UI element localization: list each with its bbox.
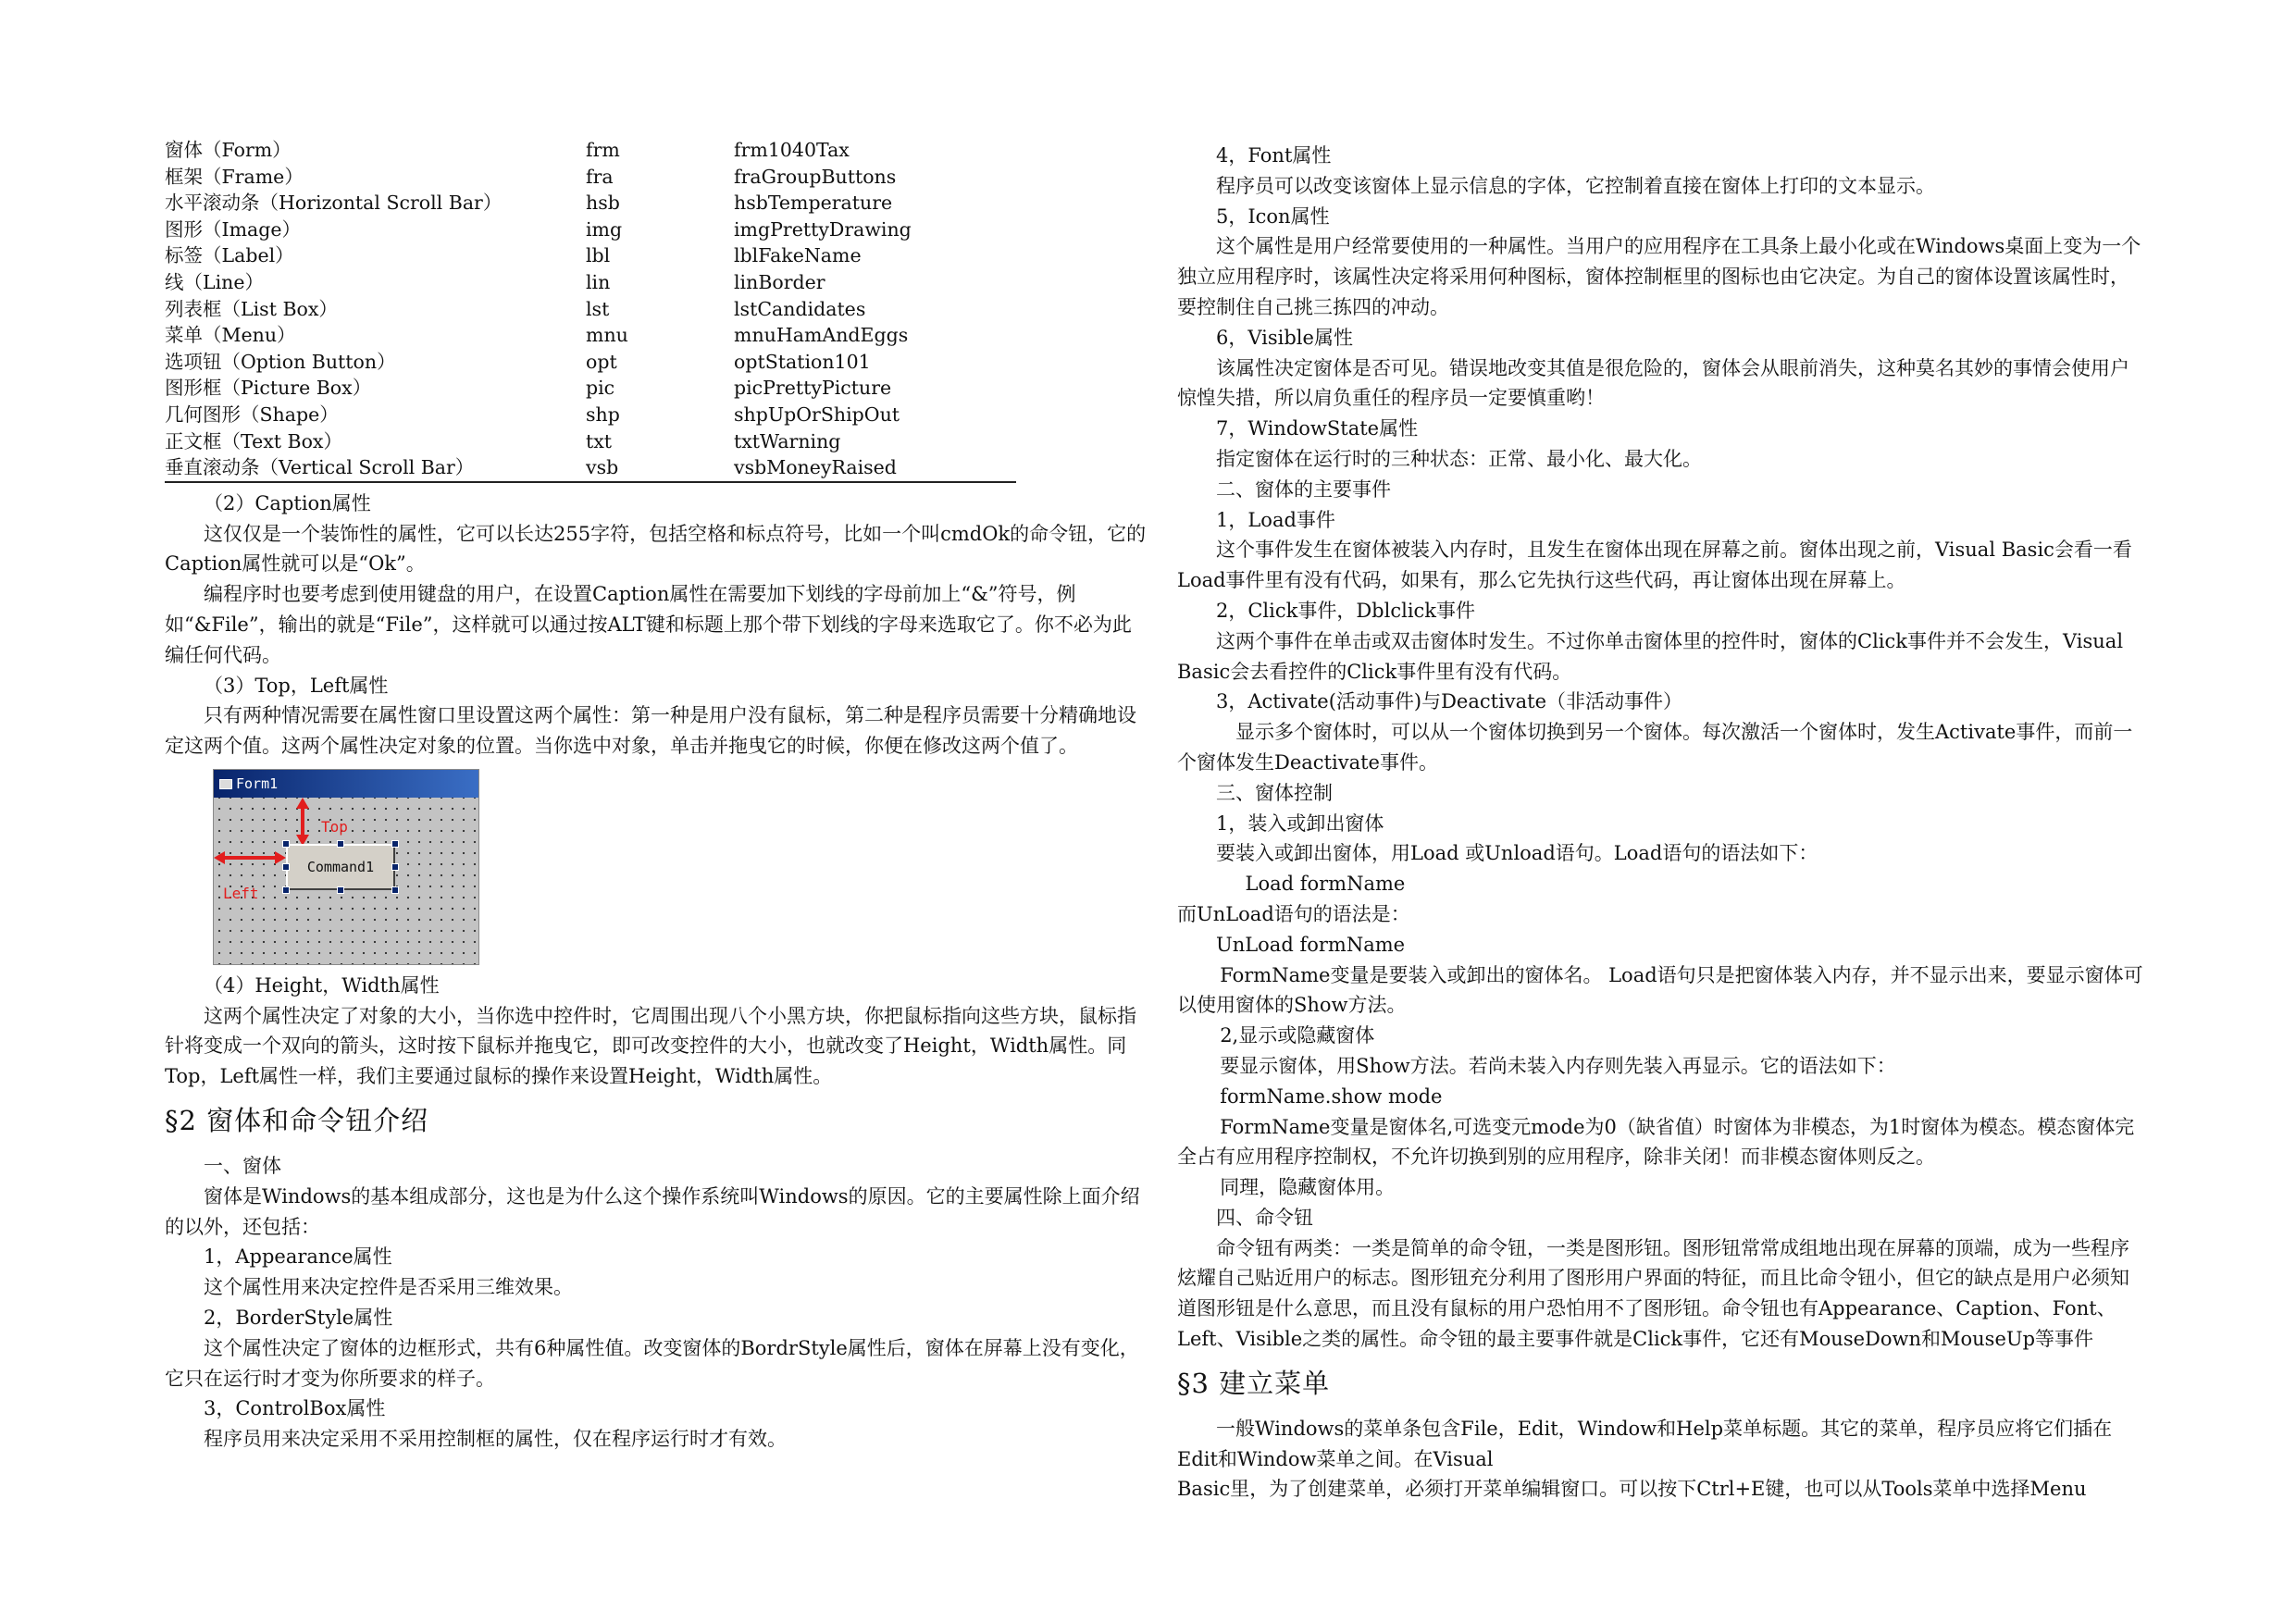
command-button: Command1 — [286, 844, 395, 890]
activate-heading: 3，Activate(活动事件)与Deactivate（非活动事件） — [1216, 690, 1683, 713]
resize-handle — [337, 886, 344, 894]
example-cell: lblFakeName — [734, 244, 862, 267]
example-cell: linBorder — [734, 270, 825, 293]
table-row — [165, 164, 1016, 191]
visible-heading: 6，Visible属性 — [1216, 326, 1353, 349]
font-paragraph: 程序员可以改变该窗体上显示信息的字体，它控制着直接在窗体上打印的文本显示。 — [1216, 174, 1935, 197]
table-row — [165, 402, 1016, 428]
prefix-cell: pic — [586, 377, 615, 400]
control-name-cell: 选项钮（Option Button） — [165, 350, 396, 373]
command-button-heading: 四、命令钮 — [1216, 1206, 1313, 1229]
control-name-cell: 框架（Frame） — [165, 165, 304, 188]
top-left-heading: （3）Top，Left属性 — [204, 674, 389, 697]
example-cell: shpUpOrShipOut — [734, 403, 900, 426]
table-row — [165, 296, 1016, 323]
mode-paragraph: FormName变量是窗体名,可选变元mode为0（缺省值）时窗体为非模态，为1时窗体为模态。模态窗体完全占有应用程序控制权，不允许切换到别的应用程序，除非关闭！而非模态窗体则反之。 — [1177, 1115, 2135, 1169]
control-name-cell: 窗体（Form） — [165, 139, 292, 161]
table-row — [165, 242, 1016, 269]
height-width-heading: （4）Height，Width属性 — [204, 973, 440, 997]
controlbox-paragraph: 程序员用来决定采用不采用控制框的属性，仅在程序运行时才有效。 — [204, 1428, 787, 1451]
section-3-heading: §3 建立菜单 — [1177, 1367, 1331, 1399]
menu-paragraph-2: Basic里，为了创建菜单，必须打开菜单编辑窗口。可以按下Ctrl+E键，也可以从Tools菜单中选择Menu — [1177, 1478, 2087, 1501]
hide-paragraph: 同理，隐藏窗体用。 — [1220, 1176, 1396, 1199]
load-unload-heading: 1，装入或卸出窗体 — [1216, 812, 1384, 835]
visible-paragraph: 该属性决定窗体是否可见。错误地改变其值是很危险的，窗体会从眼前消失，这种莫名其妙的事情会使用户惊惶失措，所以肩负重任的程序员一定要慎重哟！ — [1177, 356, 2129, 410]
caption-heading: （2）Caption属性 — [204, 491, 371, 514]
font-heading: 4，Font属性 — [1216, 144, 1332, 167]
example-cell: imgPrettyDrawing — [734, 217, 912, 241]
table-row — [165, 269, 1016, 296]
load-event-heading: 1，Load事件 — [1216, 508, 1335, 531]
example-cell: picPrettyPicture — [734, 377, 892, 400]
example-cell: fraGroupButtons — [734, 165, 897, 188]
prefix-table — [165, 137, 1016, 483]
table-row — [165, 375, 1016, 402]
activate-paragraph: 显示多个窗体时，可以从一个窗体切换到另一个窗体。每次激活一个窗体时，发生Activate事件，而前一个窗体发生Deactivate事件。 — [1177, 721, 2133, 774]
table-row — [165, 217, 1016, 243]
example-cell: frm1040Tax — [734, 139, 850, 161]
left-label: Left — [223, 884, 259, 902]
resize-handle — [391, 863, 399, 871]
formname-paragraph: FormName变量是要装入或卸出的窗体名。 Load语句只是把窗体装入内存，并不显示出来，要显示窗体可以使用窗体的Show方法。 — [1177, 963, 2143, 1017]
prefix-cell: lin — [586, 270, 611, 293]
unload-syntax: UnLoad formName — [1216, 933, 1406, 956]
prefix-cell: img — [586, 217, 623, 241]
top-left-paragraph: 只有两种情况需要在属性窗口里设置这两个属性：第一种是用户没有鼠标，第二种是程序员需要十分精确地设定这两个值。这两个属性决定对象的位置。当你选中对象，单击并拖曳它的时候，你便在修改这两个值了。 — [165, 704, 1136, 758]
click-event-paragraph: 这两个事件在单击或双击窗体时发生。不过你单击窗体里的控件时，窗体的Click事件并不会发生，Visual Basic会去看控件的Click事件里有没有代码。 — [1177, 629, 2124, 683]
show-hide-heading: 2,显示或隐藏窗体 — [1220, 1024, 1375, 1047]
example-cell: lstCandidates — [734, 297, 866, 320]
control-name-cell: 菜单（Menu） — [165, 324, 296, 347]
icon-heading: 5，Icon属性 — [1216, 204, 1330, 228]
prefix-cell: opt — [586, 350, 617, 373]
table-row — [165, 454, 1016, 482]
table-row — [165, 322, 1016, 349]
form-title: Form1 — [236, 774, 279, 792]
prefix-cell: lbl — [586, 244, 611, 267]
load-syntax: Load formName — [1245, 873, 1406, 896]
load-unload-paragraph: 要装入或卸出窗体，用Load 或Unload语句。Load语句的语法如下： — [1216, 842, 1818, 865]
prefix-cell: lst — [586, 297, 610, 320]
example-cell: mnuHamAndEggs — [734, 324, 909, 347]
events-heading: 二、窗体的主要事件 — [1216, 477, 1391, 501]
control-name-cell: 列表框（List Box） — [165, 297, 338, 320]
borderstyle-heading: 2，BorderStyle属性 — [204, 1307, 393, 1330]
example-cell: vsbMoneyRaised — [734, 454, 1016, 482]
table-row — [165, 349, 1016, 376]
control-name-cell: 线（Line） — [165, 270, 265, 293]
resize-handle — [337, 840, 344, 848]
control-name-cell: 垂直滚动条（Vertical Scroll Bar） — [165, 454, 586, 482]
icon-paragraph: 这个属性是用户经常要使用的一种属性。当用户的应用程序在工具条上最小化或在Windows桌面上变为一个独立应用程序时，该属性决定将采用何种图标，窗体控制框里的图标也由它决定。为自己的窗体设置该属性时，要控制住自己挑三拣四的冲动。 — [1177, 235, 2141, 318]
control-name-cell: 标签（Label） — [165, 244, 294, 267]
prefix-cell: hsb — [586, 192, 620, 215]
windowstate-paragraph: 指定窗体在运行时的三种状态：正常、最小化、最大化。 — [1216, 447, 1702, 470]
resize-handle — [282, 886, 290, 894]
prefix-cell: vsb — [586, 454, 734, 482]
resize-handle — [282, 840, 290, 848]
section-2-heading: §2 窗体和命令钮介绍 — [165, 1105, 429, 1137]
prefix-cell: fra — [586, 165, 614, 188]
control-name-cell: 图形（Image） — [165, 217, 302, 241]
command-button-paragraph: 命令钮有两类：一类是简单的命令钮，一类是图形钮。图形钮常常成组地出现在屏幕的顶端，成为一些程序炫耀自己贴近用户的标志。图形钮充分利用了图形用户界面的特征，而且比命令钮小，但它的缺点是用户必须知道图形钮是什么意思，而且没有鼠标的用户恐怕用不了图形钮。命令钮也有Appearance、Caption、Font、Left、Visible之类的属性。命令钮的最主要事件就是Click事件，它还有MouseDown和MouseUp等事件 — [1177, 1236, 2129, 1351]
prefix-cell: txt — [586, 429, 613, 452]
appearance-heading: 1，Appearance属性 — [204, 1245, 392, 1269]
control-name-cell: 正文框（Text Box） — [165, 429, 342, 452]
window-control-heading: 三、窗体控制 — [1216, 781, 1333, 804]
borderstyle-paragraph: 这个属性决定了窗体的边框形式，共有6种属性值。改变窗体的BordrStyle属性后，窗体在屏幕上没有变化，它只在运行时才变为你所要求的样子。 — [165, 1336, 1139, 1390]
prefix-cell: mnu — [586, 324, 628, 347]
example-cell: optStation101 — [734, 350, 871, 373]
control-name-cell: 图形框（Picture Box） — [165, 377, 372, 400]
prefix-cell: shp — [586, 403, 620, 426]
caption-paragraph-2: 编程序时也要考虑到使用键盘的用户，在设置Caption属性在需要加下划线的字母前加上“&”符号，例如“&File”，输出的就是“File”，这样就可以通过按ALT键和标题上那个带下划线的字母来选取它了。你不必为此编任何代码。 — [165, 583, 1132, 666]
controlbox-heading: 3，ControlBox属性 — [204, 1397, 386, 1420]
right-column — [1177, 141, 2144, 1505]
resize-handle — [282, 863, 290, 871]
menu-paragraph-1: 一般Windows的菜单条包含File，Edit，Window和Help菜单标题。其它的菜单，程序员应将它们插在Edit和Window菜单之间。在Visual — [1177, 1417, 2113, 1470]
table-row — [165, 137, 1016, 164]
resize-handle — [391, 886, 399, 894]
caption-paragraph-1: 这仅仅是一个装饰性的属性，它可以长达255字符，包括空格和标点符号，比如一个叫cmdOk的命令钮，它的Caption属性就可以是“Ok”。 — [165, 522, 1147, 576]
unload-intro: 而UnLoad语句的语法是： — [1177, 902, 1410, 925]
windowstate-heading: 7，WindowState属性 — [1216, 417, 1419, 440]
show-syntax: formName.show mode — [1220, 1084, 1443, 1108]
control-name-cell: 水平滚动条（Horizontal Scroll Bar） — [165, 192, 503, 215]
window-heading: 一、窗体 — [204, 1155, 281, 1178]
control-name-cell: 几何图形（Shape） — [165, 403, 339, 426]
top-label: Top — [321, 817, 348, 836]
table-row — [165, 190, 1016, 217]
height-width-paragraph: 这两个属性决定了对象的大小，当你选中控件时，它周围出现八个小黑方块，你把鼠标指向这些方块，鼠标指针将变成一个双向的箭头，这时按下鼠标并拖曳它，即可改变控件的大小，也就改变了Height，Width属性。同Top，Left属性一样，我们主要通过鼠标的操作来设置Height，Width属性。 — [165, 1004, 1136, 1088]
resize-handle — [391, 840, 399, 848]
left-column — [165, 137, 1148, 1455]
table-row — [165, 428, 1016, 455]
click-event-heading: 2，Click事件，Dblclick事件 — [1216, 599, 1476, 622]
window-paragraph: 窗体是Windows的基本组成部分，这也是为什么这个操作系统叫Windows的原因。它的主要属性除上面介绍的以外，还包括： — [165, 1184, 1140, 1238]
form-designer-figure — [213, 769, 479, 965]
prefix-cell: frm — [586, 139, 620, 161]
appearance-paragraph: 这个属性用来决定控件是否采用三维效果。 — [204, 1276, 573, 1299]
show-paragraph: 要显示窗体，用Show方法。若尚未装入内存则先装入再显示。它的语法如下： — [1220, 1054, 1896, 1077]
load-event-paragraph: 这个事件发生在窗体被装入内存时，且发生在窗体出现在屏幕之前。窗体出现之前，Visual Basic会看一看Load事件里有没有代码，如果有，那么它先执行这些代码，再让窗体出现在屏幕上。 — [1177, 539, 2132, 592]
example-cell: hsbTemperature — [734, 192, 893, 215]
example-cell: txtWarning — [734, 429, 841, 452]
